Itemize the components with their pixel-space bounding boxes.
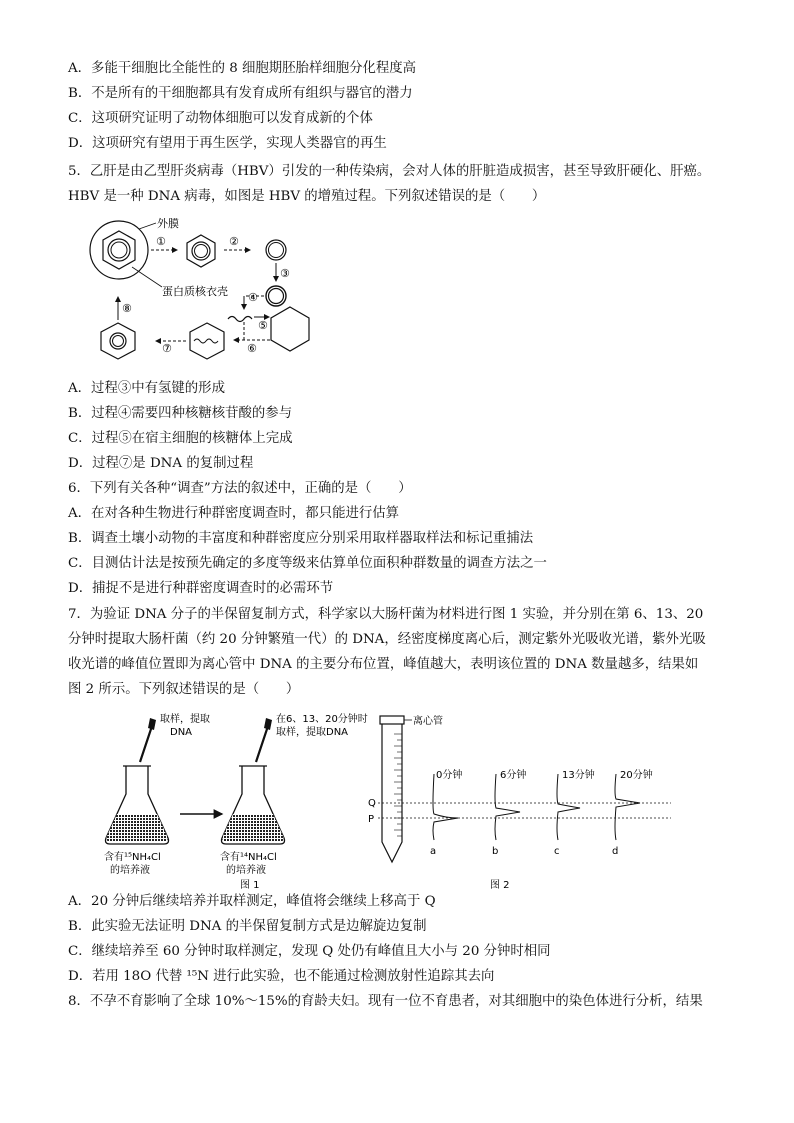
q5-stem-line1: 5．乙肝是由乙型肝炎病毒（HBV）引发的一种传染病，会对人体的肝脏造成损害，甚至导致肝硬化、肝癌。 [68,164,711,179]
svg-text:的培养液: 的培养液 [226,865,266,876]
q4-option-d: D．这项研究有望用于再生医学，实现人类器官的再生 [68,136,387,151]
virus-envelope [90,221,148,279]
q6-stem: 6．下列有关各种“调查”方法的叙述中，正确的是（ ） [68,481,412,496]
q6-option-a: A．在对各种生物进行种群密度调查时，都只能进行估算 [68,506,400,521]
q8-stem: 8．不孕不育影响了全球 10%～15%的育龄夫妇。现有一位不育患者，对其细胞中的染色体进行分析，结果 [68,994,703,1009]
q7-stem-line4: 图 2 所示。下列叙述错误的是（ ） [68,682,300,697]
svg-text:d: d [612,846,619,857]
q-label: Q [368,798,376,809]
svg-text:⑤: ⑤ [258,319,268,332]
q7-stem-line1: 7．为验证 DNA 分子的半保留复制方式，科学家以大肠杆菌为材料进行图 1 实验，并分别在第 6、13、20 [68,607,704,622]
svg-text:0分钟: 0分钟 [436,770,463,781]
svg-text:含有¹⁵NH₄Cl: 含有¹⁵NH₄Cl [104,852,161,863]
q7-option-d: D．若用 18O 代替 ¹⁵N 进行此实验，也不能通过检测放射性追踪其去向 [68,969,495,984]
figure-1-flasks [98,710,368,891]
hbv-proliferation-diagram [84,217,324,367]
svg-text:20分钟: 20分钟 [620,770,653,781]
q4-option-a: A．多能干细胞比全能性的 8 细胞期胚胎样细胞分化程度高 [68,61,417,76]
figure-2-centrifuge [366,710,686,891]
svg-text:①: ① [156,235,166,248]
svg-text:a: a [430,846,437,857]
q6-option-d: D．捕捉不是进行种群密度调查时的必需环节 [68,581,334,596]
label-outer-membrane: 外膜 [157,217,179,230]
svg-text:⑥: ⑥ [247,342,257,355]
q7-option-c: C．继续培养至 60 分钟时取样测定，发现 Q 处仍有峰值且大小与 20 分钟时相同 [68,944,551,959]
svg-text:②: ② [229,235,239,248]
q5-option-d: D．过程⑦是 DNA 的复制过程 [68,456,254,471]
q7-stem-line3: 收光谱的峰值位置即为离心管中 DNA 的主要分布位置，峰值越大，表明该位置的 DNA 数量越多，结果如 [68,657,699,672]
svg-text:DNA: DNA [170,727,193,738]
p-label: P [368,814,375,825]
svg-text:c: c [554,846,560,857]
svg-text:的培养液: 的培养液 [110,865,150,876]
q6-option-b: B．调查土壤小动物的丰富度和种群密度应分别采用取样器取样法和标记重捕法 [68,531,534,546]
q5-stem-line2: HBV 是一种 DNA 病毒，如图是 HBV 的增殖过程。下列叙述错误的是（ ） [68,189,546,204]
label-capsid: 蛋白质核衣壳 [162,285,228,298]
q7-stem-line2: 分钟时提取大肠杆菌（约 20 分钟繁殖一代）的 DNA，经密度梯度离心后，测定紫外光吸收光谱，紫外光吸 [68,632,706,647]
q6-option-c: C．目测估计法是按预先确定的多度等级来估算单位面积种群数量的调查方法之一 [68,556,547,571]
svg-text:取样，提取DNA: 取样，提取DNA [276,727,349,738]
svg-text:6分钟: 6分钟 [500,770,527,781]
svg-text:取样，提取: 取样，提取 [160,714,210,725]
figure-2-caption: 图 2 [490,880,510,891]
q7-option-b: B．此实验无法证明 DNA 的半保留复制方式是边解旋边复制 [68,919,427,934]
svg-text:13分钟: 13分钟 [562,770,595,781]
q7-option-a: A．20 分钟后继续培养并取样测定，峰值将会继续上移高于 Q [68,894,436,909]
q4-option-b: B．不是所有的干细胞都具有发育成所有组织与器官的潜力 [68,86,413,101]
svg-text:含有¹⁴NH₄Cl: 含有¹⁴NH₄Cl [220,852,277,863]
svg-text:⑧: ⑧ [122,302,132,315]
q4-option-c: C．这项研究证明了动物体细胞可以发育成新的个体 [68,111,373,126]
q5-option-a: A．过程③中有氢键的形成 [68,381,225,396]
svg-text:④: ④ [248,291,258,304]
q5-option-b: B．过程④需要四种核糖核苷酸的参与 [68,406,293,421]
svg-text:b: b [492,846,499,857]
q5-option-c: C．过程⑤在宿主细胞的核糖体上完成 [68,431,293,446]
svg-text:③: ③ [280,267,290,280]
svg-text:⑦: ⑦ [162,342,172,355]
tube-label: 离心管 [413,716,443,727]
svg-text:在6、13、20分钟时: 在6、13、20分钟时 [276,714,368,725]
figure-1-caption: 图 1 [240,880,260,891]
